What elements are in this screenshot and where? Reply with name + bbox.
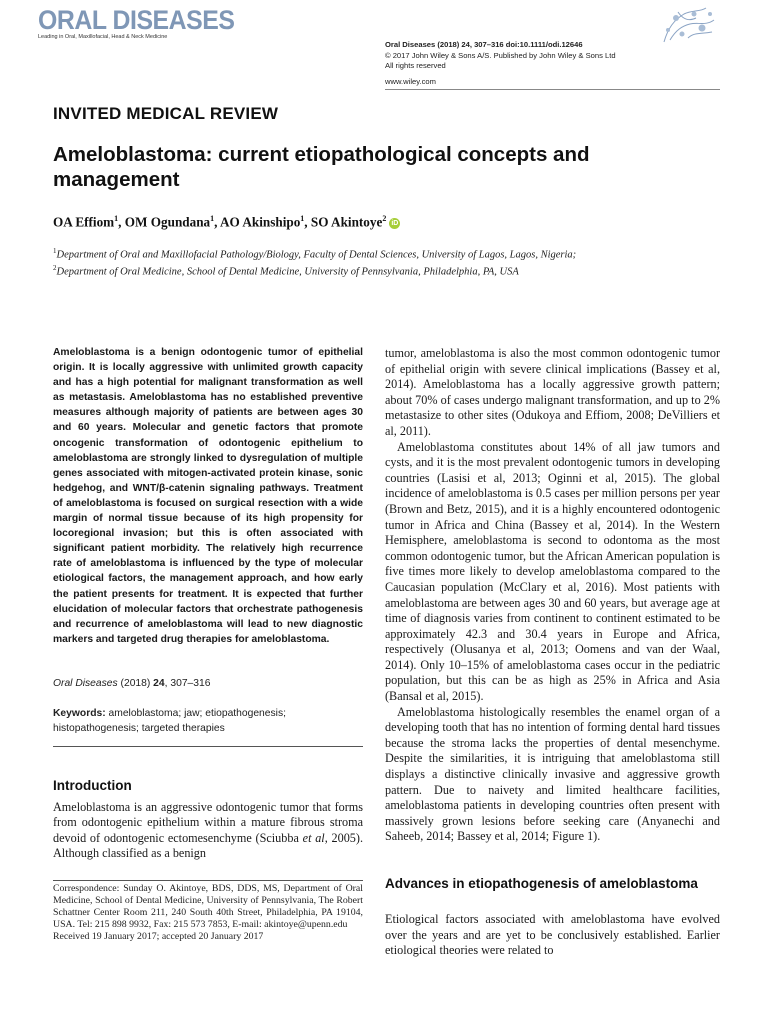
- affiliation-text: Department of Oral Medicine, School of Dental Medicine, University of Pennsylvania, Philadelphia, PA, USA: [56, 266, 519, 278]
- author-affiliation-marker: 1: [114, 214, 119, 223]
- footnote-divider: [53, 880, 363, 881]
- article-title: Ameloblastoma: current etiopathological concepts and management: [53, 143, 590, 191]
- journal-logo-tagline: Leading in Oral, Maxillofacial, Head & Neck Medicine: [38, 34, 168, 40]
- citation-journal: Oral Diseases: [53, 678, 118, 689]
- abstract-divider: [53, 746, 363, 747]
- citation-year: (2018): [117, 678, 154, 689]
- affiliations: [53, 245, 713, 279]
- section-heading: Advances in etiopathogenesis of ameloblastoma: [385, 876, 698, 891]
- correspondence-footnote: [53, 883, 363, 943]
- author-name: OM Ogundana: [124, 214, 211, 230]
- abstract-citation: [53, 678, 210, 689]
- publisher-website-link[interactable]: www.wiley.com: [385, 77, 436, 86]
- author-list: OA Effiom$^1$, OM Ogundana$^1$, AO Akinshipo$^1$, SO Akintoye$^2$iD: [53, 214, 399, 230]
- citation-volume: 24: [153, 678, 165, 689]
- journal-cover-image: [654, 4, 720, 46]
- author-name: OA Effiom: [53, 214, 115, 230]
- section-text: Etiological factors associated with ameloblastoma have evolved over the years and are yet to be conclusively established. Earlier etiological theories were related to: [385, 912, 720, 958]
- affiliation-item: [53, 245, 713, 262]
- keywords-label: Keywords:: [53, 708, 106, 719]
- body-paragraph: Ameloblastoma constitutes about 14% of all jaw tumors and cysts, and it is the most prevalent odontogenic tumors in developing countries (Lasisi et al, 2013; Oginni et al, 2015). The global incidence of ameloblastoma is 0.5 cases per million persons per year (Brown and Betz, 2015), and it is a highly encountered odontogenic tumor in Africa and China (Bassey et al, 2014). In the Western Hemisphere, ameloblastoma is second to odontoma as the most common odontogenic tumor, but the African American population is five times more likely to develop ameloblastoma compared to the Caucasian population (McClary et al, 2016). Most patients with ameloblastoma are between ages 30 and 60 years, but average age at time of diagnosis varies from continent to continent estimated to be approximately 42.3 and 30.4 years in Europe and Africa, respectively (Olusanya et al, 2013; Oomens and van der Waal, 2014). Only 10–15% of ameloblastoma cases occur in the pediatric population, but this can be as high as 25% in Africa and Asia (Bansal et al, 2015).: [385, 439, 720, 704]
- affiliation-number: 2: [53, 264, 57, 272]
- journal-logo-title: ORAL DISEASES: [38, 5, 235, 35]
- rights-line: All rights reserved: [385, 61, 446, 70]
- author-affiliation-marker: 2: [382, 214, 387, 223]
- keywords-list: ameloblastoma; jaw; etiopathogenesis; histopathogenesis; targeted therapies: [53, 708, 286, 734]
- keywords: [53, 706, 363, 736]
- correspondence-text: Correspondence: Sunday O. Akintoye, BDS, DDS, MS, Department of Oral Medicine, School of Dental Medicine, University of Pennsylvania, The Robert Schattner Center Room 211, 240 South 40th Street, Philadelphia, PA 19104, USA. Tel: 215 898 9932, Fax: 215 573 7853, E-mail: akintoye@upenn.edu: [53, 883, 363, 930]
- journal-citation: Oral Diseases (2018) 24, 307–316 doi:10.1111/odi.12646: [385, 40, 583, 49]
- received-dates: Received 19 January 2017; accepted 20 January 2017: [53, 930, 264, 942]
- copyright-line: © 2017 John Wiley & Sons A/S. Published by John Wiley & Sons Ltd: [385, 50, 616, 60]
- body-paragraph: tumor, ameloblastoma is also the most common odontogenic tumor of epithelial origin with severe clinical implications (Bassey et al, 2014). Ameloblastoma has a locally aggressive growth pattern; about 70% of cases undergo malignant transformation, and up to 2% metastasize to other sites (Odukoya and Effiom, 2008; DeVilliers et al, 2011).: [385, 346, 720, 438]
- author-affiliation-marker: 1: [300, 214, 305, 223]
- affiliation-item: [53, 262, 713, 279]
- introduction-text: Ameloblastoma is an aggressive odontogenic tumor that forms from odontogenic epithelium within a mature fibrous stroma devoid of odontogenic ectomesenchyme (Sciubba et al, 2005). Although classified as a benign: [53, 800, 363, 861]
- orcid-icon[interactable]: iD: [391, 220, 399, 228]
- introduction-heading: Introduction: [53, 778, 132, 793]
- affiliation-text: Department of Oral and Maxillofacial Pathology/Biology, Faculty of Dental Sciences, University of Lagos, Lagos, Nigeria;: [56, 249, 577, 261]
- journal-logo: [38, 6, 252, 40]
- body-text-right-column: [385, 346, 720, 845]
- author-name: AO Akinshipo: [220, 214, 301, 230]
- author-affiliation-marker: 1: [210, 214, 215, 223]
- citation-pages: , 307–316: [164, 678, 211, 689]
- abstract-text: Ameloblastoma is a benign odontogenic tumor of epithelial origin. It is locally aggressive with unlimited growth capacity and has a high potential for malignant transformation as well as metastasis. Ameloblastoma has no established preventive measures although majority of patients are between ages 30 and 60 years. Molecular and genetic factors that promote oncogenic transformation of odontogenic epithelium to ameloblastoma are strongly linked to dysregulation of multiple genes associated with mitogen-activated protein kinase, sonic hedgehog, and WNT/β-catenin signaling pathways. Treatment of ameloblastoma is focused on surgical resection with a wide margin of normal tissue because of its high propensity for locoregional invasion; but this is often associated with significant patient morbidity. The relatively high recurrence rate of ameloblastoma is influenced by the type of molecular etiological factors, the management approach, and how early the patient presents for treatment. It is expected that further elucidation of molecular factors that orchestrate pathogenesis and recurrence of ameloblastoma will lead to new diagnostic markers and targeted drug therapies for ameloblastoma.: [53, 347, 363, 645]
- affiliation-number: 1: [53, 247, 57, 255]
- journal-info: [385, 40, 616, 72]
- author-name: SO Akintoye: [310, 214, 383, 230]
- body-paragraph: Ameloblastoma histologically resembles the enamel organ of a developing tooth that has no intention of forming dental hard tissues because the stroma lacks the properties of dental mesenchyme. Despite the similarities, it is intriguing that ameloblastoma still displays a distinctive clinically invasive and aggressive growth pattern. Due to naivety and limited healthcare facilities, ameloblastoma patients in developing countries often present with massively grown lesions before seeking care (Anyanechi and Saheeb, 2014; Bassey et al, 2014; Figure 1).: [385, 704, 720, 844]
- article-type: INVITED MEDICAL REVIEW: [53, 104, 279, 123]
- header-divider: [385, 89, 720, 90]
